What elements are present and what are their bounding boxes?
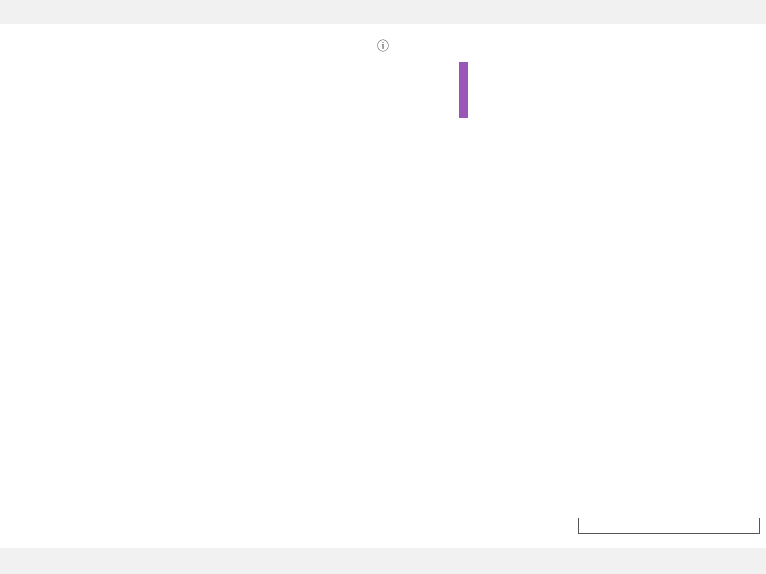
highlight-marker: [459, 62, 468, 118]
info-circle-icon[interactable]: ⓘ: [376, 39, 389, 53]
bottom-margin-band: [0, 548, 766, 574]
photo-legend: [578, 518, 760, 534]
